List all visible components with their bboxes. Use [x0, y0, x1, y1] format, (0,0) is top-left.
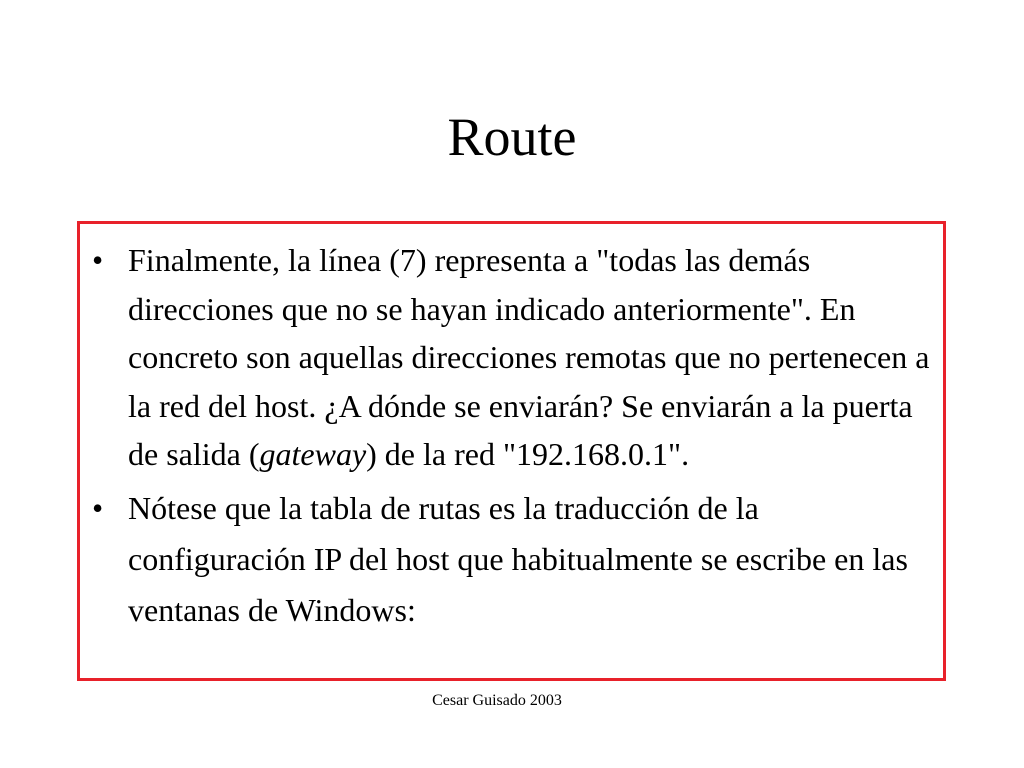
bullet-icon: • [92, 242, 104, 278]
bullet-text: Nótese que la tabla de rutas es la traducción de la configuración IP del host que habitualmente se escribe en las ventanas de Windows: [128, 489, 908, 628]
slide-title: Route [447, 107, 577, 167]
bullet-list [90, 236, 940, 640]
gateway-term: gateway [259, 436, 367, 472]
bullet-icon: • [92, 489, 104, 526]
bullet-text-start: Finalmente, la línea (7) representa a "todas las demás direcciones que no se hayan indicado anteriormente". En concreto son aquellas direcciones remotas que no pertenecen a la red del host. ¿A dónde se enviarán? Se enviarán a la puerta de salida ( [128, 242, 930, 472]
footer-credit: Cesar Guisado 2003 [432, 692, 562, 709]
bullet-text-end: ) de la red "192.168.0.1". [366, 436, 690, 472]
bullet-item-routing-table [90, 483, 940, 636]
content-box [77, 221, 946, 681]
bullet-item-gateway [90, 236, 940, 479]
